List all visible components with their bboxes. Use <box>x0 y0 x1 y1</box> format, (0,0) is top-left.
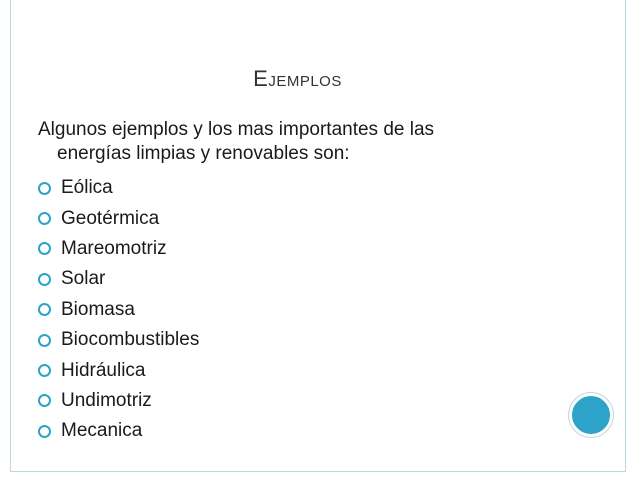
bullet-circle-icon <box>38 242 51 255</box>
intro-text <box>38 118 558 166</box>
intro-line-2: energías limpias y renovables son: <box>57 143 350 164</box>
bullet-list <box>38 173 199 447</box>
list-item <box>38 264 199 294</box>
list-item-label: Mareomotriz <box>61 237 167 259</box>
list-item-label: Undimotriz <box>61 389 152 411</box>
list-item <box>38 203 199 233</box>
list-item-label: Eólica <box>61 177 113 199</box>
list-item <box>38 355 199 385</box>
list-item-label: Geotérmica <box>61 207 160 229</box>
list-item <box>38 234 199 264</box>
list-item <box>38 325 199 355</box>
bullet-circle-icon <box>38 212 51 225</box>
bullet-circle-icon <box>38 334 51 347</box>
bullet-circle-icon <box>38 364 51 377</box>
list-item-label: Mecanica <box>61 420 143 442</box>
bullet-circle-icon <box>38 182 51 195</box>
list-item <box>38 295 199 325</box>
list-item-label: Biocombustibles <box>61 329 200 351</box>
list-item-label: Solar <box>61 268 106 290</box>
list-item-label: Hidráulica <box>61 359 146 381</box>
list-item <box>38 416 199 446</box>
list-item <box>38 386 199 416</box>
intro-line-1: Algunos ejemplos y los mas importantes de las <box>38 119 435 140</box>
decorative-circle <box>569 393 613 437</box>
bullet-circle-icon <box>38 273 51 286</box>
bullet-circle-icon <box>38 394 51 407</box>
bullet-circle-icon <box>38 303 51 316</box>
bullet-circle-icon <box>38 425 51 438</box>
list-item <box>38 173 199 203</box>
list-item-label: Biomasa <box>61 298 135 320</box>
slide-title: Ejemplos <box>253 66 342 91</box>
